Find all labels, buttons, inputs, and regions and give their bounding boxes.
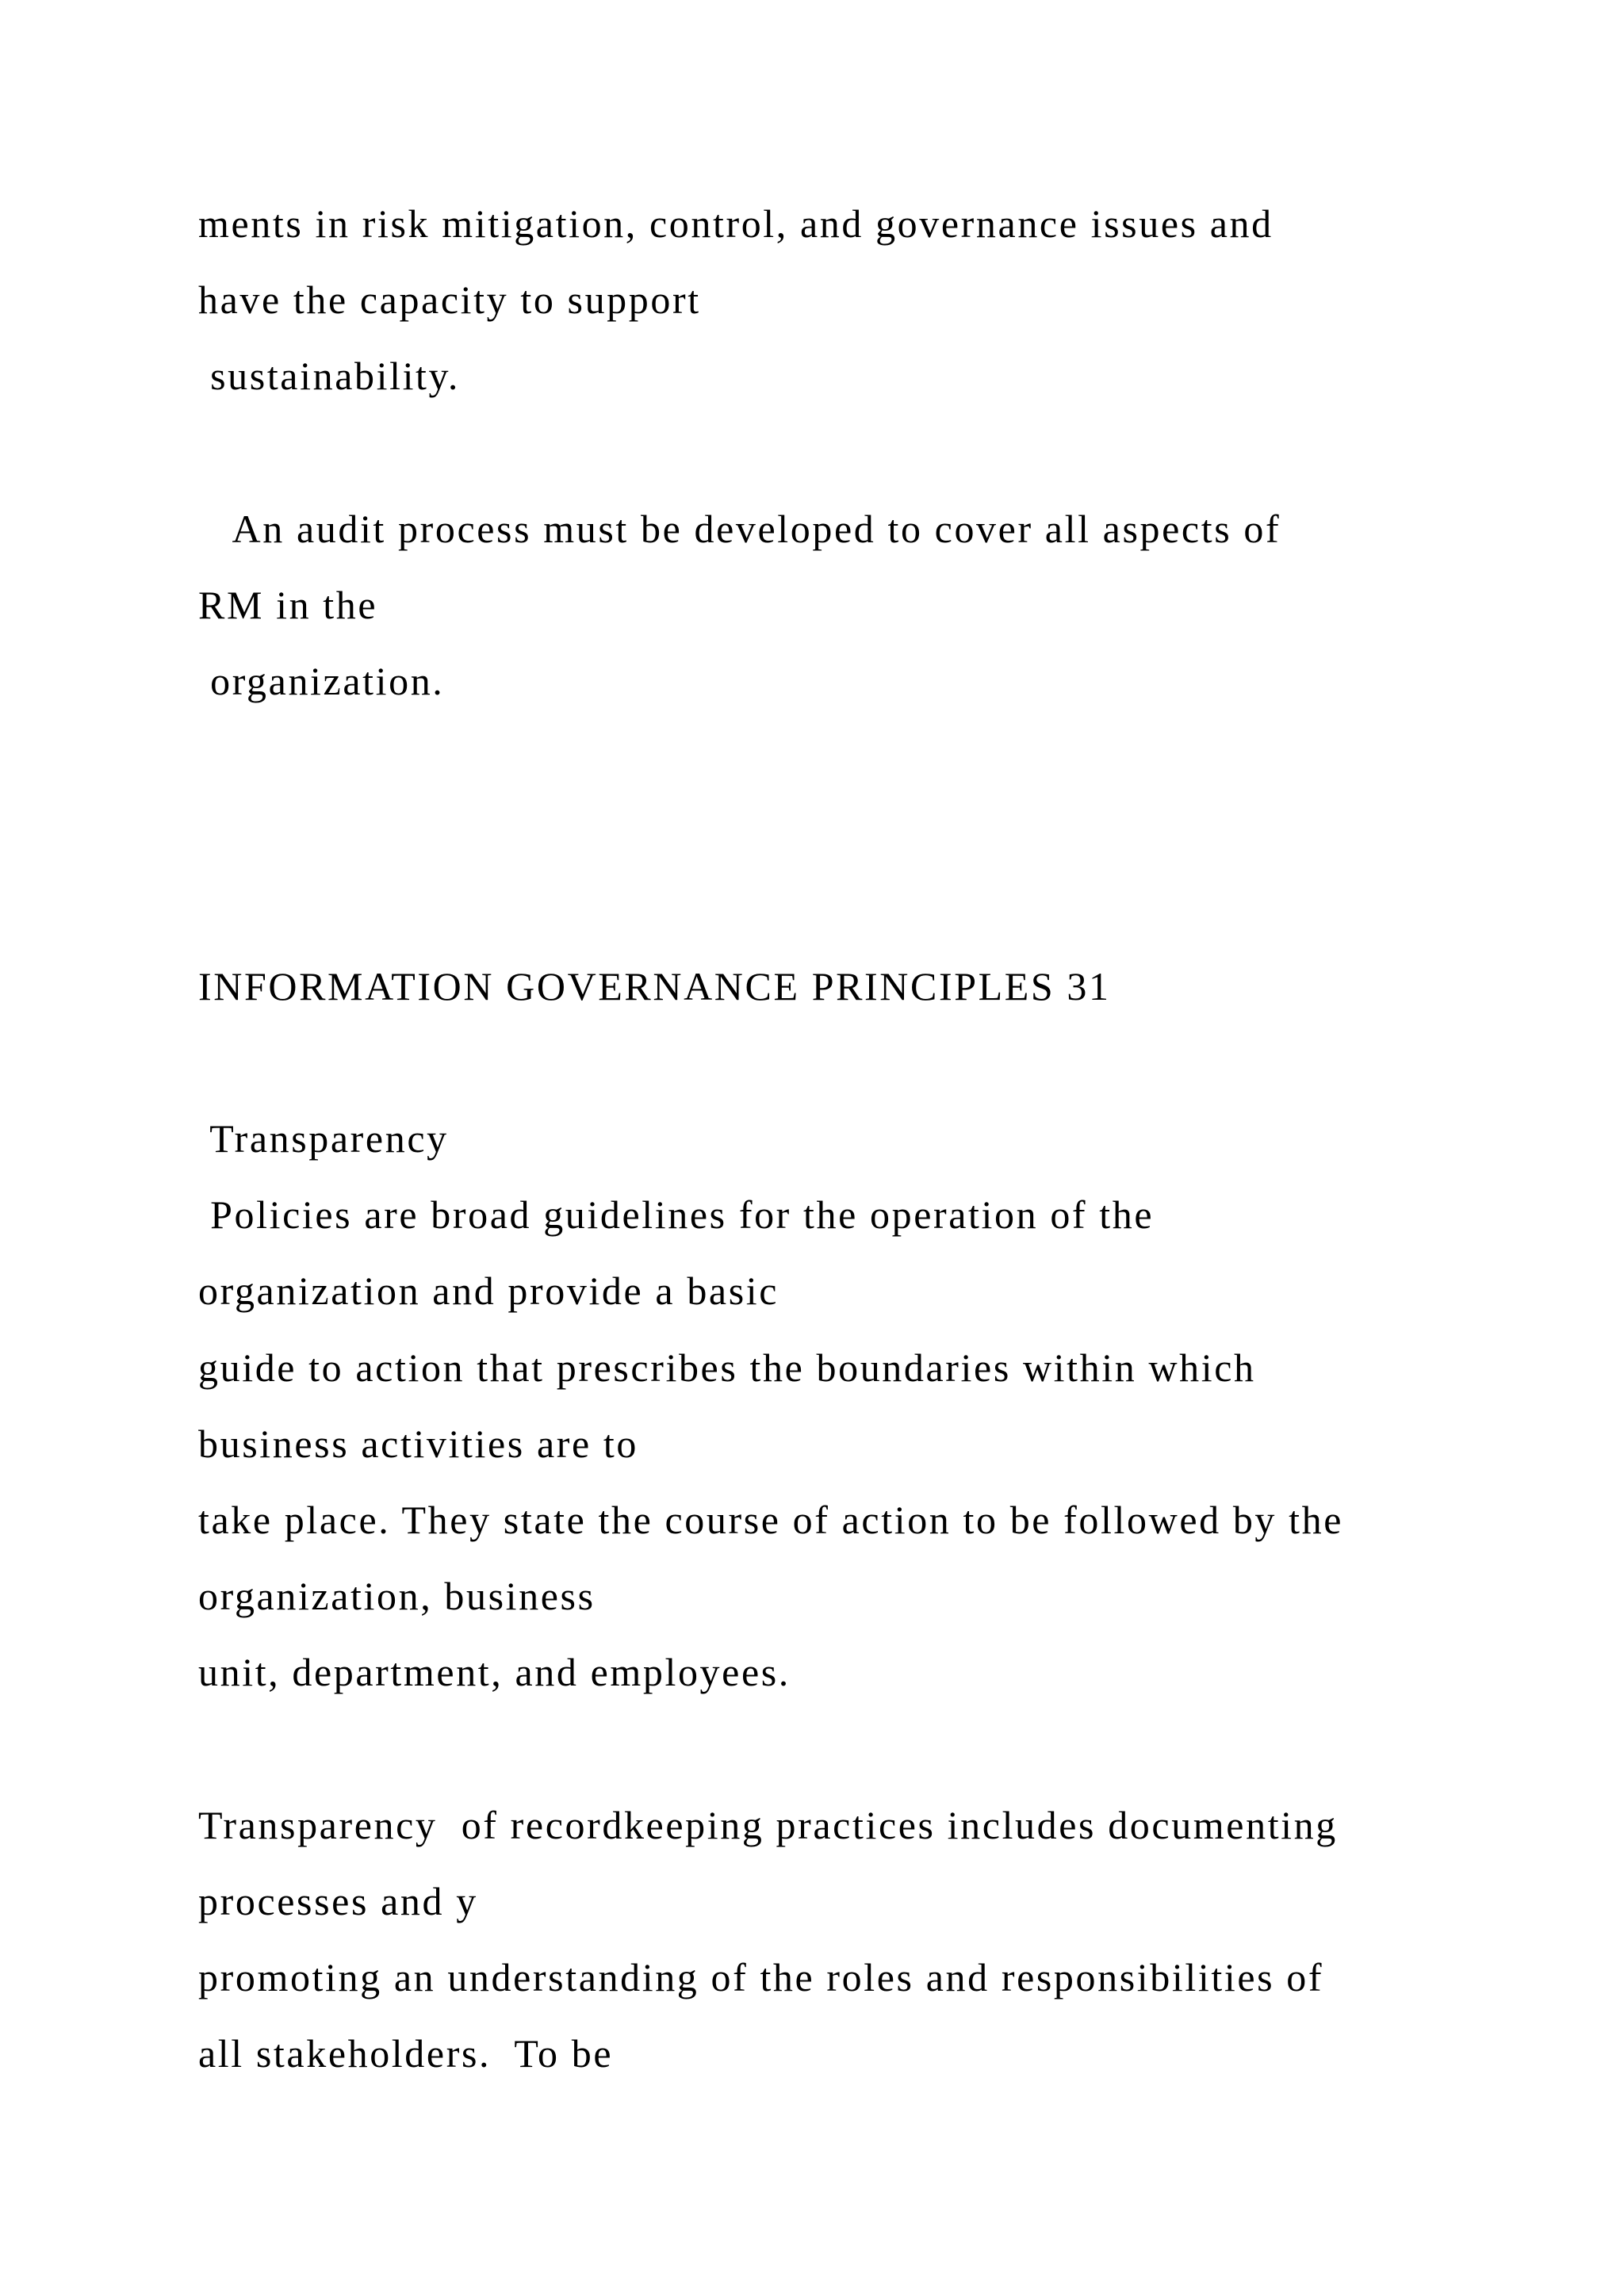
text-line: ments in risk mitigation, control, and governance issues and — [198, 201, 1274, 246]
page-heading: INFORMATION GOVERNANCE PRINCIPLES 31 — [198, 964, 1111, 1008]
text-line: organization. — [198, 659, 445, 703]
text-line: business activities are to — [198, 1422, 638, 1466]
text-line: An audit process must be developed to cover all aspects of — [198, 507, 1281, 551]
text-line: take place. They state the course of action to be followed by the — [198, 1498, 1343, 1542]
text-line: unit, department, and employees. — [198, 1650, 791, 1694]
text-line: organization, business — [198, 1574, 596, 1618]
text-line: organization and provide a basic — [198, 1269, 779, 1313]
text-line: guide to action that prescribes the boundaries within which — [198, 1345, 1256, 1390]
text-line: Transparency of recordkeeping practices includes documenting — [198, 1803, 1338, 1847]
text-line: sustainability. — [198, 354, 461, 398]
text-line: promoting an understanding of the roles and responsibilities of — [198, 1955, 1324, 1999]
text-line: processes and y — [198, 1879, 478, 1923]
text-line: RM in the — [198, 583, 378, 627]
section-title: Transparency — [198, 1116, 449, 1161]
text-line: all stakeholders. To be — [198, 2031, 614, 2076]
text-line: have the capacity to support — [198, 277, 701, 322]
text-line: Policies are broad guidelines for the operation of the — [198, 1192, 1155, 1237]
